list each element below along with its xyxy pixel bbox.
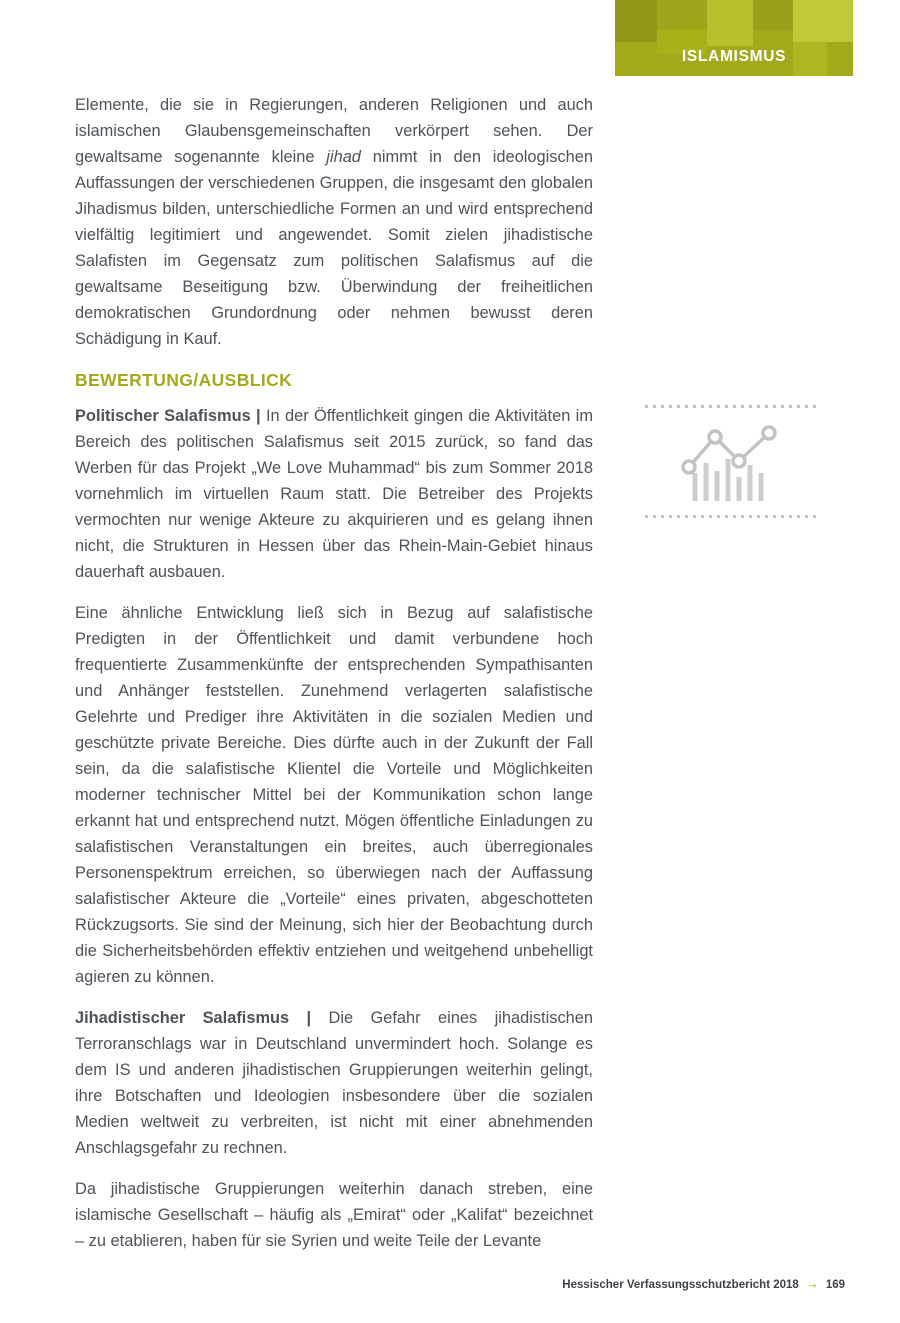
paragraph xyxy=(75,1176,593,1254)
mosaic-tile xyxy=(615,0,657,42)
mosaic-tile xyxy=(793,0,853,42)
paragraph-lead: Jihadistischer Salafismus | xyxy=(75,1009,329,1027)
paragraph-lead: Politischer Salafismus | xyxy=(75,407,266,425)
chart-icon-wrap xyxy=(645,408,821,515)
paragraph-text: Eine ähnliche Entwicklung ließ sich in Bezug auf salafistische Predigten in der Öffentlichkeit und damit verbundene hoch frequentierte Zusammenkünfte der entsprechenden Sympathisanten und Anhänger feststellen. Zunehmend verlagerten salafistische Gelehrte und Prediger ihre Aktivitäten in die sozialen Medien und geschützte private Bereiche. Dies dürfte auch in der Zukunft der Fall sein, da die salafistische Klientel die Vorteile und Möglichkeiten moderner technischer Mittel bei der Kommunikation schon lange erkannt hat und entsprechend nutzt. Mögen öffentliche Einladungen zu salafistischen Veranstaltungen ein breites, auch überregionales Personenspektrum erreichen, so überwiegen nach der Auffassung salafistischer Akteure die „Vorteile“ eines privaten, abgeschotteten Rückzugsorts. Sie sind der Meinung, sich hier der Beobachtung durch die Sicherheitsbehörden effektiv entziehen und weitgehend unbehelligt agieren zu können. xyxy=(75,604,593,986)
paragraph-text: nimmt in den ideologischen Auffassungen der verschiedenen Gruppen, die insgesamt den globalen Jihadismus bilden, unterschiedliche Formen an und wird entsprechend vielfältig legitimiert und angewendet. Somit zielen jihadistische Salafisten im Gegensatz zum politischen Salafismus auf die gewaltsame Beseitigung bzw. Überwindung der freiheitlichen demokratischen Grundordnung oder nehmen bewusst deren Schädigung in Kauf. xyxy=(75,148,593,348)
page-footer xyxy=(562,1276,845,1291)
body-paragraphs xyxy=(75,403,593,1254)
section-header-badge xyxy=(615,0,853,76)
intro-paragraphs xyxy=(75,92,593,352)
paragraph-text: Da jihadistische Gruppierungen weiterhin danach streben, eine islamische Gesellschaft – häufig als „Emirat“ oder „Kalifat“ bezeichnet – zu etablieren, haben für sie Syrien und weite Teile der Levante xyxy=(75,1180,593,1250)
paragraph xyxy=(75,92,593,352)
page-number: 169 xyxy=(825,1279,845,1291)
italic-term: jihad xyxy=(326,148,361,166)
paragraph xyxy=(75,600,593,990)
paragraph-text: Elemente, die sie in Regierungen, anderen Religionen und auch islamischen Glaubensgemeinschaften verkörpert sehen. Der gewaltsame sogenannte kleine xyxy=(75,96,593,166)
margin-decoration xyxy=(645,405,821,518)
paragraph xyxy=(75,403,593,585)
mosaic-tile xyxy=(753,0,793,30)
paragraph-text: Die Gefahr eines jihadistischen Terroranschlags war in Deutschland unvermindert hoch. Solange es dem IS und anderen jihadistischen Gruppierungen weiterhin gelingt, ihre Botschaften und Ideologien insbesondere über die sozialen Medien weltweit zu verbreiten, ist nicht mit einer abnehmenden Anschlagsgefahr zu rechnen. xyxy=(75,1009,593,1157)
paragraph xyxy=(75,1005,593,1161)
dotted-divider-bottom xyxy=(645,515,821,518)
report-title: Hessischer Verfassungsschutzbericht 2018 xyxy=(562,1279,799,1291)
section-title: ISLAMISMUS xyxy=(681,48,787,65)
section-heading: BEWERTUNG/AUSBLICK xyxy=(75,370,293,390)
arrow-icon: → xyxy=(805,1276,819,1291)
main-text-column xyxy=(75,92,593,1269)
paragraph-text: In der Öffentlichkeit gingen die Aktivitäten im Bereich des politischen Salafismus seit 2015 zurück, so fand das Werben für das Projekt „We Love Muhammad“ bis zum Sommer 2018 vornehmlich im virtuellen Raum statt. Die Betreiber des Projekts vermochten nur wenige Akteure zu akquirieren und es gelang ihnen nicht, die Strukturen in Hessen über das Rhein-Main-Gebiet hinaus dauerhaft ausbauen. xyxy=(75,407,593,581)
mosaic-tile xyxy=(707,0,753,46)
mosaic-tile xyxy=(657,0,707,30)
line-bar-chart-icon xyxy=(681,421,785,503)
